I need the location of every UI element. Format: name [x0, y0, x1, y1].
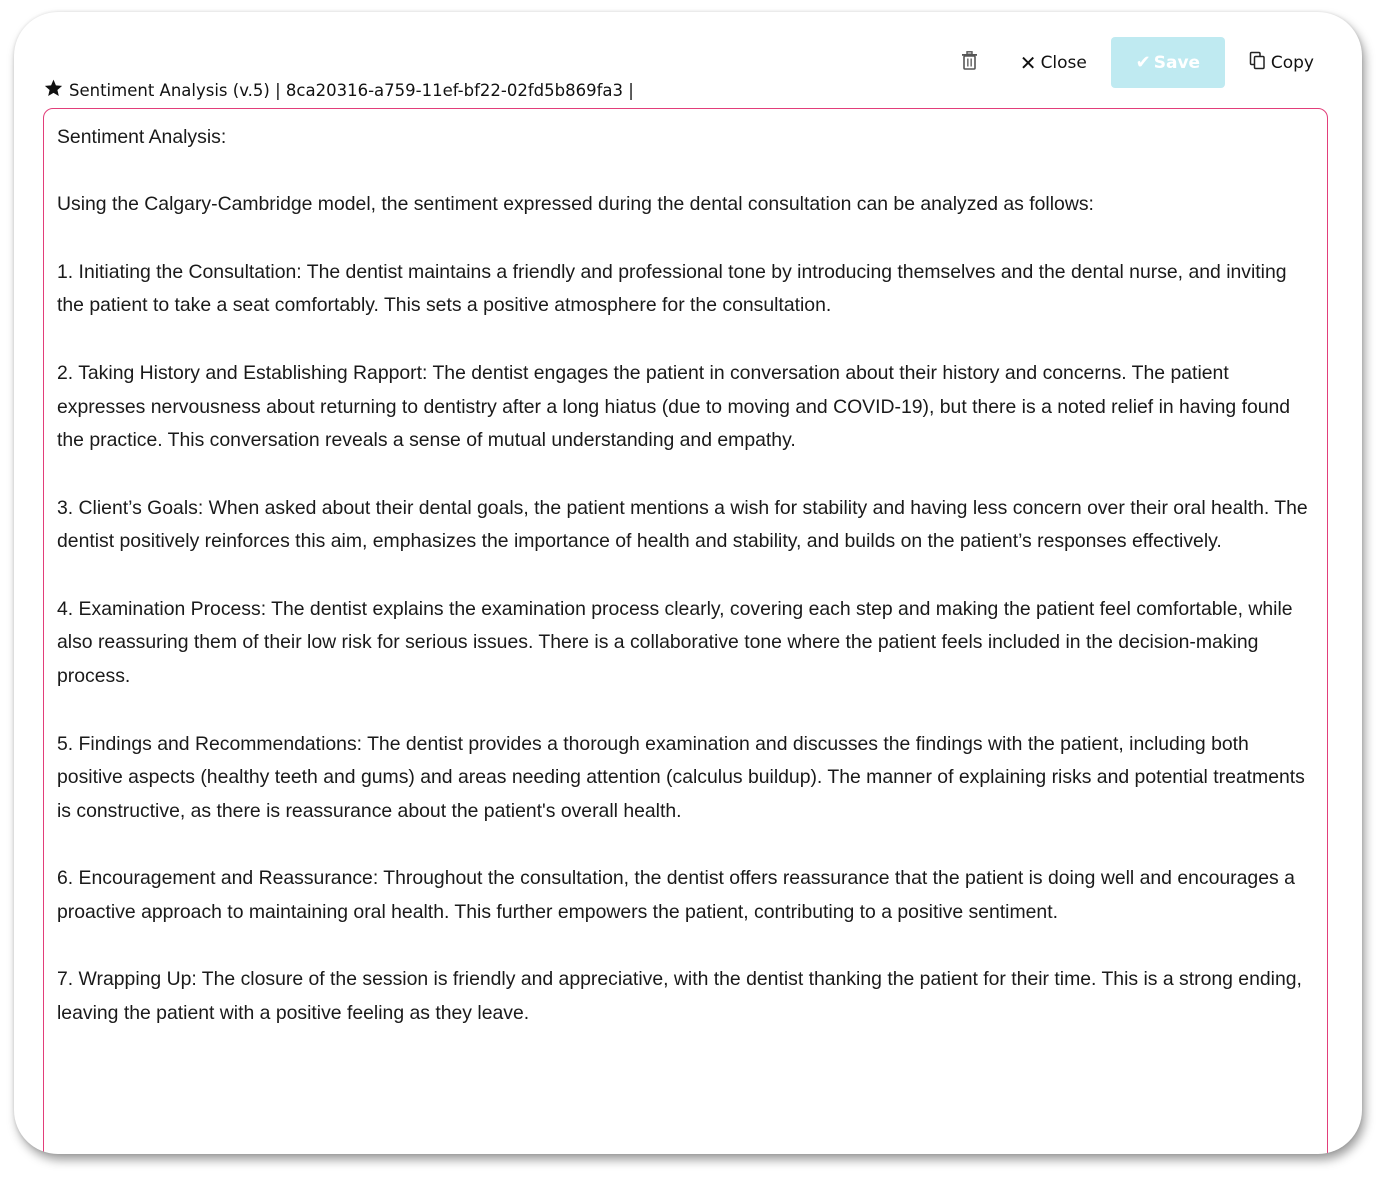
document-point-5: 5. Findings and Recommendations: The dentist provides a thorough examination and discusses the findings with the patient, including both positive aspects (healthy teeth and gums) and areas needing attention (calculus buildup). The manner of explaining risks and potential treatments is constructive, as there is reassurance about the patient's overall health. [57, 732, 1305, 822]
toolbar [961, 37, 1314, 88]
document-point-6: 6. Encouragement and Reassurance: Throughout the consultation, the dentist offers reassurance that the patient is doing well and encourages a proactive approach to maintaining oral health. This further empowers the patient, contributing to a positive sentiment. [57, 867, 1295, 924]
document-point-4: 4. Examination Process: The dentist explains the examination process clearly, covering each step and making the patient feel comfortable, while also reassuring them of their low risk for serious issues. There is a collaborative tone where the patient feels included in the decision-making process. [57, 597, 1293, 688]
document-point-2: 2. Taking History and Establishing Rapport: The dentist engages the patient in conversation about their history and concerns. The patient expresses nervousness about returning to dentistry after a long hiatus (due to moving and COVID-19), but there is a noted relief in having found the practice. This conversation reveals a sense of mutual understanding and empathy. [57, 361, 1291, 452]
delete-button[interactable] [961, 37, 978, 88]
document-heading: Sentiment Analysis: [57, 126, 227, 148]
document-title: Sentiment Analysis (v.5) | 8ca20316-a759-11ef-bf22-02fd5b869fa3 | [69, 80, 634, 100]
document-point-1: 1. Initiating the Consultation: The dentist maintains a friendly and professional tone by introducing themselves and the dental nurse, and inviting the patient to take a seat comfortably. This sets a positive atmosphere for the consultation. [57, 260, 1287, 317]
copy-button-label: Copy [1270, 52, 1314, 73]
close-icon: ✕ [1019, 50, 1037, 75]
document-intro: Using the Calgary-Cambridge model, the sentiment expressed during the dental consultation can be analyzed as follows: [57, 193, 1094, 216]
document-point-7: 7. Wrapping Up: The closure of the session is friendly and appreciative, with the dentist thanking the patient for their time. This is a strong ending, leaving the patient with a positive feeling as they leave. [57, 968, 1302, 1025]
star-icon[interactable] [44, 79, 63, 101]
document-editor[interactable] [43, 108, 1328, 1154]
close-button-label: Close [1040, 52, 1087, 73]
document-header [44, 79, 634, 101]
save-button-label: Save [1153, 52, 1201, 73]
copy-button[interactable] [1249, 37, 1314, 88]
copy-icon [1249, 51, 1271, 75]
document-point-3: 3. Client’s Goals: When asked about their dental goals, the patient mentions a wish for stability and having less concern over their oral health. The dentist positively reinforces this aim, emphasizes the importance of health and stability, and builds on the patient’s responses effectively. [57, 496, 1308, 553]
save-button[interactable] [1111, 37, 1225, 88]
check-icon: ✔ [1135, 52, 1151, 73]
trash-icon [961, 51, 978, 75]
modal-card [14, 12, 1362, 1154]
close-button[interactable] [1020, 37, 1087, 88]
